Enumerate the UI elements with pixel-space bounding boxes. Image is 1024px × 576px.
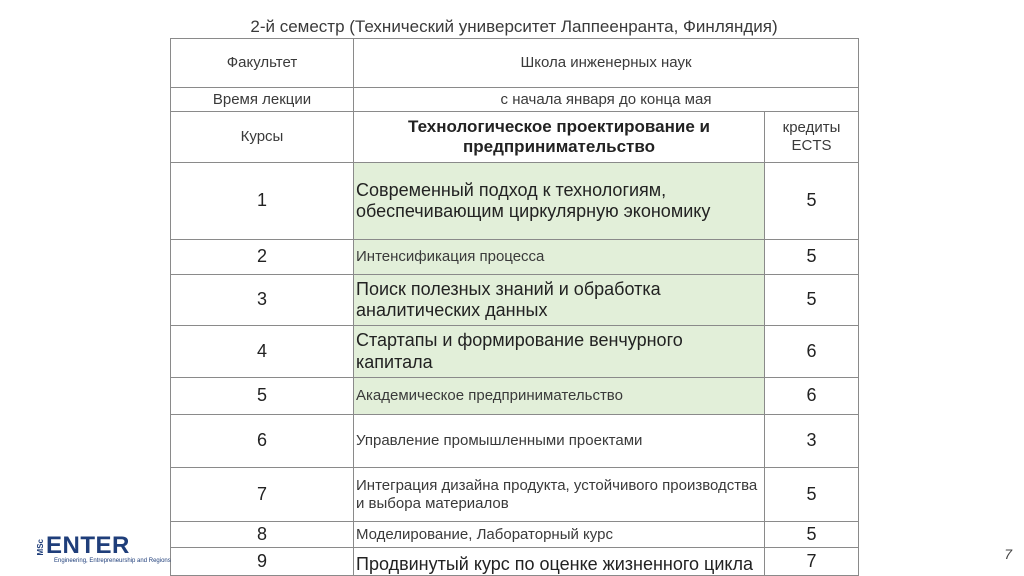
slide-title: 2-й семестр (Технический университет Лаппеенранта, Финляндия): [250, 17, 778, 36]
courses-label: Курсы: [171, 112, 354, 163]
faculty-row: [171, 39, 859, 88]
faculty-value: Школа инженерных наук: [354, 39, 859, 88]
lecture-time-row: [171, 88, 859, 112]
table-row: [171, 326, 859, 378]
row-number: 7: [171, 468, 354, 522]
row-credits: 5: [765, 522, 859, 548]
table-row: [171, 378, 859, 415]
row-number: 6: [171, 415, 354, 468]
table-row: [171, 240, 859, 275]
table-row: [171, 163, 859, 240]
program-title: Технологическое проектирование и предпринимательство: [354, 112, 765, 163]
table-row: [171, 522, 859, 548]
row-credits: 5: [765, 468, 859, 522]
row-number: 9: [171, 548, 354, 576]
lecture-time-value: с начала января до конца мая: [354, 88, 859, 112]
course-name: Стартапы и формирование венчурного капитала: [354, 326, 765, 378]
row-credits: 5: [765, 163, 859, 240]
course-name: Поиск полезных знаний и обработка аналитических данных: [354, 275, 765, 326]
table-row: [171, 275, 859, 326]
row-credits: 6: [765, 378, 859, 415]
course-name: Интенсификация процесса: [354, 240, 765, 275]
logo-tagline: Engineering, Entrepreneurship and Regions: [54, 558, 171, 564]
course-name: Моделирование, Лабораторный курс: [354, 522, 765, 548]
row-credits: 3: [765, 415, 859, 468]
faculty-label: Факультет: [171, 39, 354, 88]
header-row: [171, 112, 859, 163]
row-credits: 5: [765, 275, 859, 326]
row-number: 2: [171, 240, 354, 275]
row-credits: 5: [765, 240, 859, 275]
logo-name: ENTER: [46, 532, 130, 559]
row-number: 1: [171, 163, 354, 240]
table-row: [171, 468, 859, 522]
logo-prefix: MSc: [36, 539, 45, 556]
page-number: 7: [1004, 546, 1012, 562]
course-name: Продвинутый курс по оценке жизненного цикла: [354, 548, 765, 576]
course-name: Академическое предпринимательство: [354, 378, 765, 415]
row-credits: 6: [765, 326, 859, 378]
course-name: Современный подход к технологиям, обеспечивающим циркулярную экономику: [354, 163, 765, 240]
row-credits: 7: [765, 548, 859, 576]
row-number: 4: [171, 326, 354, 378]
msc-enter-logo: [36, 532, 171, 569]
row-number: 5: [171, 378, 354, 415]
course-name: Интеграция дизайна продукта, устойчивого производства и выбора материалов: [354, 468, 765, 522]
courses-table: [170, 38, 859, 576]
lecture-time-label: Время лекции: [171, 88, 354, 112]
table-row: [171, 548, 859, 576]
row-number: 8: [171, 522, 354, 548]
table-row: [171, 415, 859, 468]
credits-header: кредиты ECTS: [765, 112, 859, 163]
course-name: Управление промышленными проектами: [354, 415, 765, 468]
row-number: 3: [171, 275, 354, 326]
